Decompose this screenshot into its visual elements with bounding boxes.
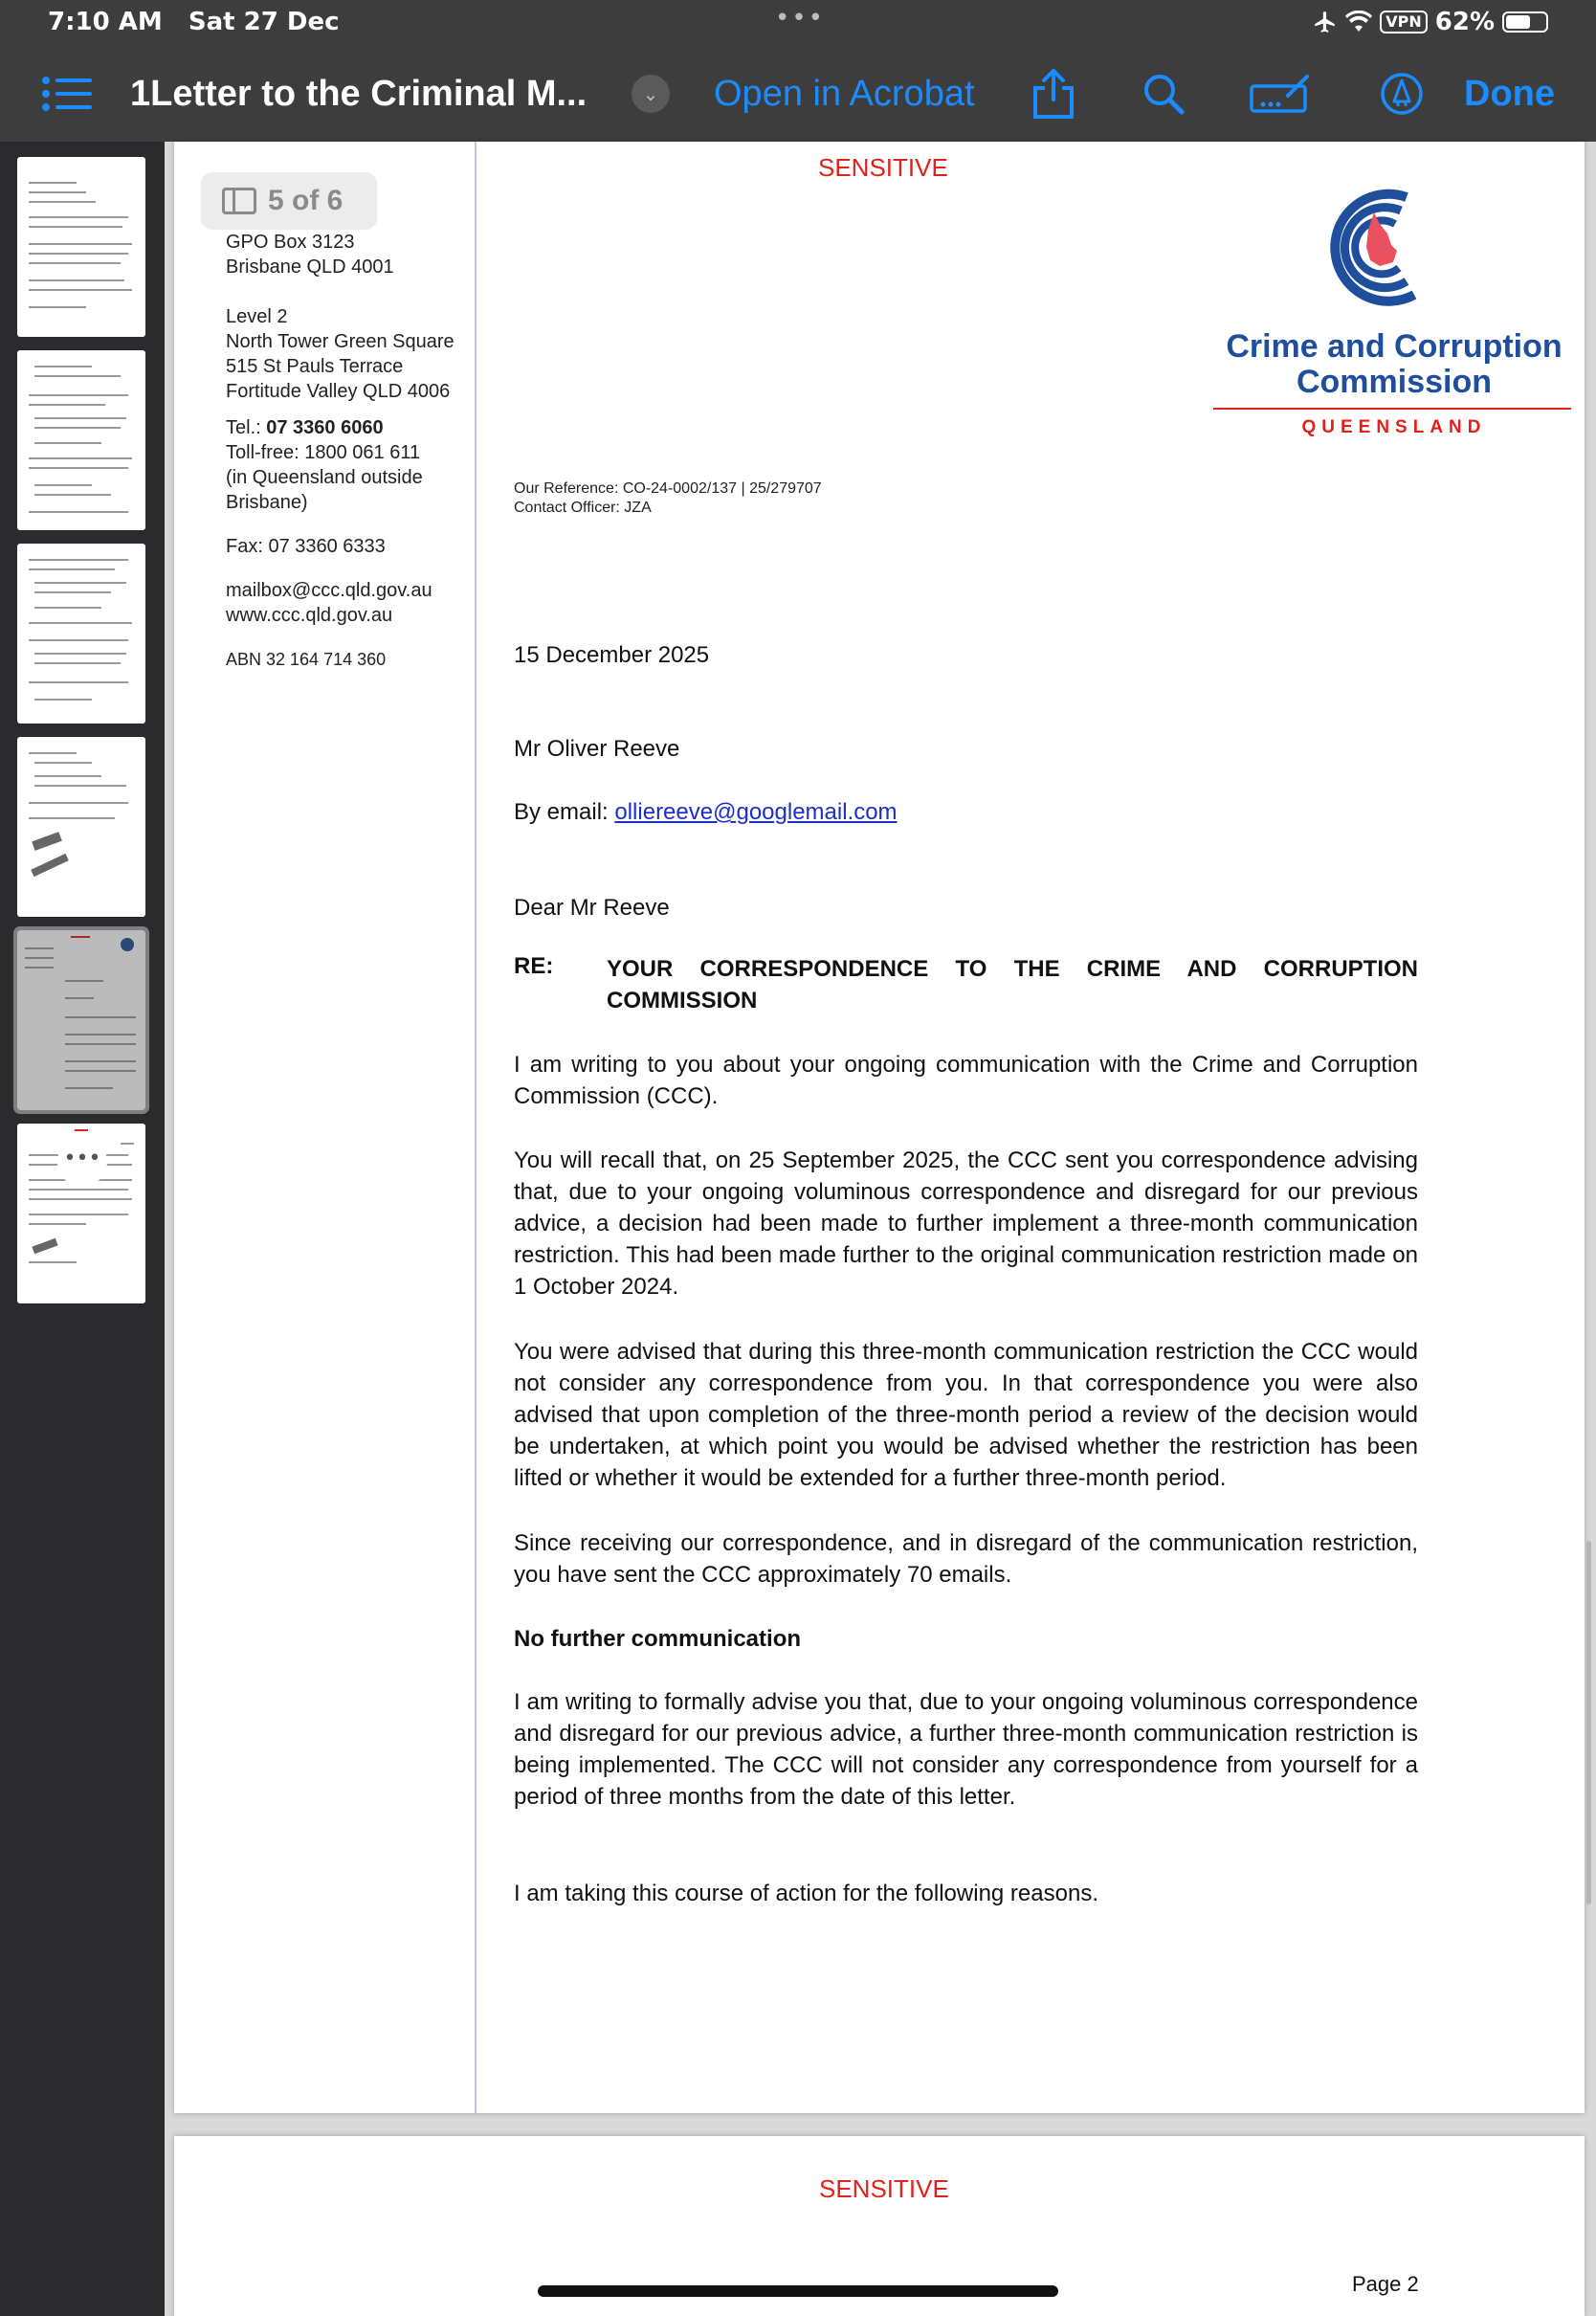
wifi-icon: [1345, 11, 1372, 33]
ccc-logo-icon: [1309, 182, 1443, 312]
contact-officer: Contact Officer: JZA: [514, 500, 652, 516]
sender-address: GPO Box 3123 Brisbane QLD 4001 Level 2 North Tower Green Square 515 St Pauls Terrace Fortitude Valley QLD 4006 Tel.: 07 3360 6060 Toll-free: 1800 061 611 (in Queensland outside Brisbane) Fax: 07 3360 6333 mailbox@ccc.qld.gov.au www.ccc.qld.gov.au ABN 32 164 714 360: [226, 230, 454, 672]
list-icon[interactable]: [42, 46, 92, 142]
page-number: Page 2: [1352, 2272, 1419, 2296]
chevron-down-icon[interactable]: ⌄: [632, 75, 670, 113]
logo-state: QUEENSLAND: [1301, 417, 1487, 437]
page-thumbnail-selected[interactable]: [17, 930, 145, 1110]
battery-percent: 62%: [1434, 8, 1495, 36]
paragraph-4: Since receiving our correspondence, and in disregard of the communication restriction, you have sent the CCC approximately 70 emails.: [514, 1530, 1418, 1588]
airplane-icon: [1313, 10, 1338, 34]
page-thumbnail[interactable]: [17, 737, 145, 917]
page-thumbnail[interactable]: [17, 544, 145, 724]
home-indicator[interactable]: [538, 2285, 1058, 2297]
page-thumbnail[interactable]: [17, 350, 145, 530]
page-indicator-icon: [222, 188, 256, 214]
open-in-acrobat-button[interactable]: Open in Acrobat: [714, 73, 975, 114]
page-indicator[interactable]: 5 of 6: [201, 172, 377, 230]
salutation: Dear Mr Reeve: [514, 895, 670, 921]
recipient-email-link[interactable]: olliereeve@googlemail.com: [614, 799, 898, 825]
our-reference: Our Reference: CO-24-0002/137 | 25/279707: [514, 480, 822, 497]
thumbnail-more-icon[interactable]: •••: [57, 1137, 107, 1187]
share-icon[interactable]: [1031, 46, 1075, 142]
sensitive-label: SENSITIVE: [818, 153, 948, 182]
battery-icon: [1502, 11, 1548, 33]
multitasking-dots-icon[interactable]: •••: [775, 4, 826, 33]
paragraph-5: I am writing to formally advise you that, due to your ongoing voluminous correspondence and disregard for our previous advice, a further three-month communication restriction is being implemented. The CCC will not consider any correspondence from yourself for a period of three months from the date of this letter.: [514, 1689, 1418, 1810]
re-subject: YOUR CORRESPONDENCE TO THE CRIME AND CORRUPTION COMMISSION: [607, 956, 1418, 1013]
toolbar: [0, 46, 1596, 142]
letterhead-divider: [475, 142, 477, 2113]
page-thumbnail[interactable]: [17, 157, 145, 337]
paragraph-6: I am taking this course of action for the following reasons.: [514, 1881, 1098, 1906]
sensitive-label-page-2: SENSITIVE: [819, 2174, 949, 2203]
document-scrollbar[interactable]: [1586, 1541, 1591, 1904]
keyboard-annotate-icon[interactable]: [1250, 46, 1311, 142]
recipient-email-line: By email: olliereeve@googlemail.com: [514, 799, 898, 825]
sender-abn: ABN 32 164 714 360: [226, 650, 387, 669]
letter-date: 15 December 2025: [514, 642, 710, 668]
sender-website[interactable]: www.ccc.qld.gov.au: [226, 605, 393, 626]
sender-phone: Tel.: 07 3360 6060: [226, 417, 384, 438]
markup-pen-icon[interactable]: [1380, 46, 1424, 142]
status-time: 7:10 AM Sat 27 Dec: [48, 8, 340, 36]
title-menu-button[interactable]: [632, 46, 670, 142]
section-heading: No further communication: [514, 1626, 802, 1652]
document-page: [174, 142, 1585, 2113]
vpn-badge: VPN: [1380, 11, 1428, 33]
search-icon[interactable]: [1142, 46, 1185, 142]
re-label: RE:: [514, 953, 554, 979]
document-title[interactable]: 1Letter to the Criminal M...: [130, 73, 587, 114]
done-button[interactable]: Done: [1464, 73, 1555, 114]
recipient-name: Mr Oliver Reeve: [514, 736, 680, 762]
status-bar: [0, 0, 1596, 46]
paragraph-1: I am writing to you about your ongoing communication with the Crime and Corruption Commission (CCC).: [514, 1052, 1418, 1109]
sender-email[interactable]: mailbox@ccc.qld.gov.au: [226, 580, 432, 601]
status-indicators: [1313, 8, 1548, 36]
logo-title: Crime and Corruption Commission: [1226, 328, 1563, 400]
paragraph-2: You will recall that, on 25 September 2025, the CCC sent you correspondence advising that, due to your ongoing voluminous correspondence and disregard for our previous advice, a decision had been made to further implement a three-month communication restriction. This had been made further to the original communication restriction made on 1 October 2024.: [514, 1147, 1418, 1300]
logo-divider: [1213, 408, 1571, 410]
paragraph-3: You were advised that during this three-month communication restriction the CCC would not consider any correspondence from you. In that correspondence you were also advised that upon completion of the three-month period a review of the decision would be undertaken, at which point you would be advised whether the restriction has been lifted or whether it would be extended for a further three-month period.: [514, 1339, 1418, 1491]
thumbnail-sidebar: [0, 142, 165, 2316]
